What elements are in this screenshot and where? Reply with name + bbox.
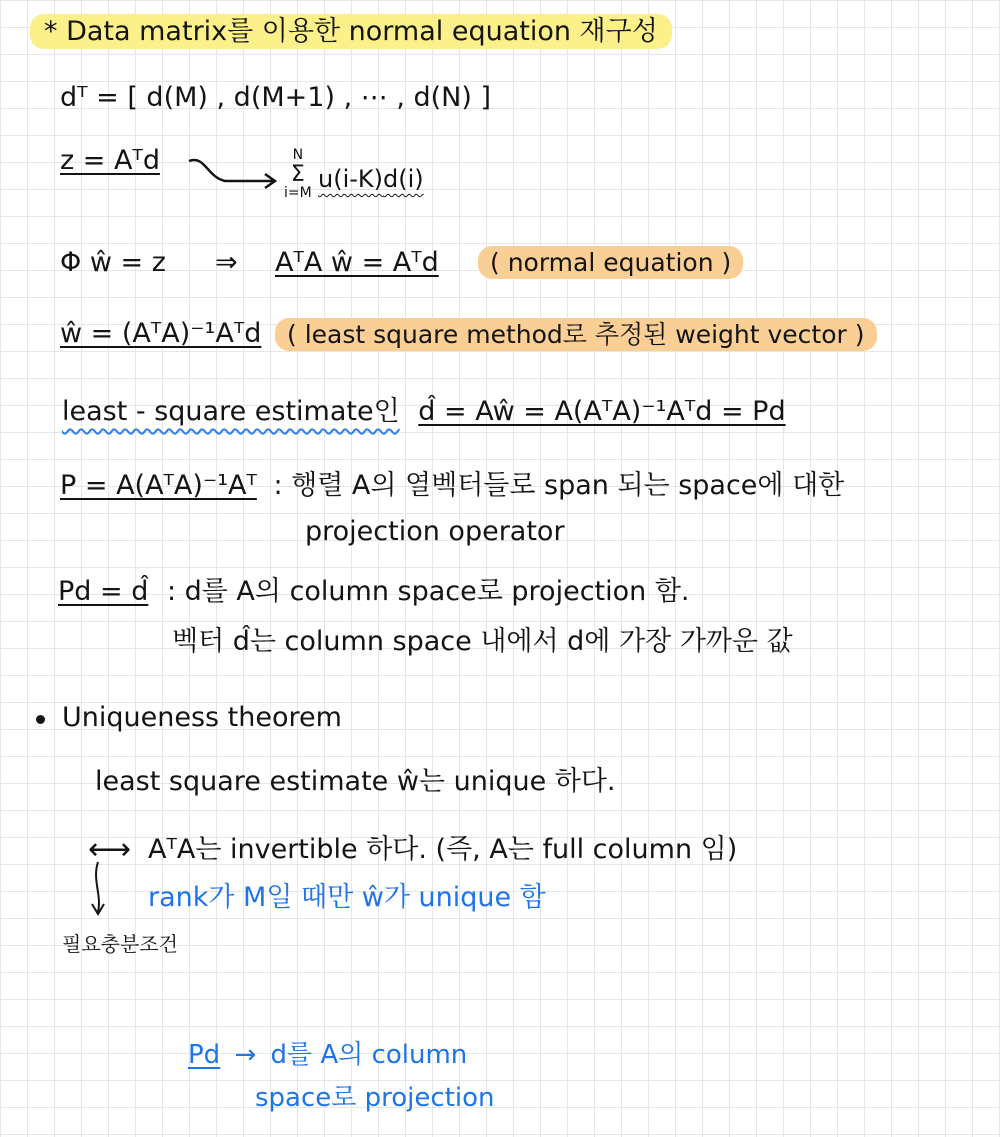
estimate-formula: d̂ = Aŵ = A(AᵀA)⁻¹Aᵀd = Pd [418,396,786,427]
bullet-icon [36,715,45,724]
normal-equation-formula: AᵀA ŵ = Aᵀd [275,247,439,278]
sum-symbol: Σ [290,161,305,187]
uniqueness-line-2: AᵀA는 invertible 하다. (즉, A는 full column 임) [148,834,738,865]
blue-bottom-pd: Pd [188,1040,221,1070]
z-definition: z = Aᵀd [60,145,160,176]
dT-definition: dᵀ = [ d(M) , d(M+1) , ⋯ , d(N) ] [60,82,491,113]
p-line [60,470,844,502]
pd-description: : d를 A의 column space로 projection 함. [166,576,690,607]
pd-formula: Pd = d̂ [58,576,149,607]
sum-term-d: d(i) [383,165,424,193]
uniqueness-title: Uniqueness theorem [62,702,342,733]
title-highlight: * Data matrix를 이용한 normal equation 재구성 [30,14,672,49]
normal-equation-label: ( normal equation ) [478,246,743,279]
blue-note-rank: rank가 M일 때만 ŵ가 unique 함 [148,882,546,913]
p-formula: P = A(AᵀA)⁻¹Aᵀ [60,470,257,501]
right-arrow-icon: → [234,1040,257,1070]
implies-symbol: ⇒ [215,247,238,278]
sum-term-u: u(i-K) [318,165,384,193]
w-hat-formula: ŵ = (AᵀA)⁻¹Aᵀd [60,318,262,349]
curved-arrow-icon [185,155,285,195]
estimate-prefix: least - square estimate인 [62,396,400,427]
necessary-sufficient: 필요충분조건 [62,932,178,956]
sum-upper-limit: N [292,147,304,163]
summation [284,148,312,200]
pd-line [58,576,690,608]
blue-bottom-line-2: space로 projection [255,1083,495,1113]
title [30,16,672,48]
uniqueness-line-1: least square estimate ŵ는 unique 하다. [95,766,616,797]
down-arrow-icon [88,860,108,920]
lsm-label-wrap [275,320,877,350]
iff-symbol: ⟷ [88,832,132,867]
sum-lower-limit: i=M [284,184,312,201]
estimate-line [62,396,786,428]
sum-term [318,165,424,194]
phi-equation: Φ ŵ = z [60,247,166,278]
blue-bottom-line-1 [188,1040,467,1071]
normal-equation-label-wrap [478,248,743,278]
blue-bottom-rest: d를 A의 column [270,1040,468,1070]
p-description: : 행렬 A의 열벡터들로 span 되는 space에 대한 [273,470,845,501]
vector-description: 벡터 d̂는 column space 내에서 d에 가장 가까운 값 [172,626,793,657]
lsm-label: ( least square method로 추정된 weight vector ) [275,318,877,351]
p-description-2: projection operator [305,516,565,547]
